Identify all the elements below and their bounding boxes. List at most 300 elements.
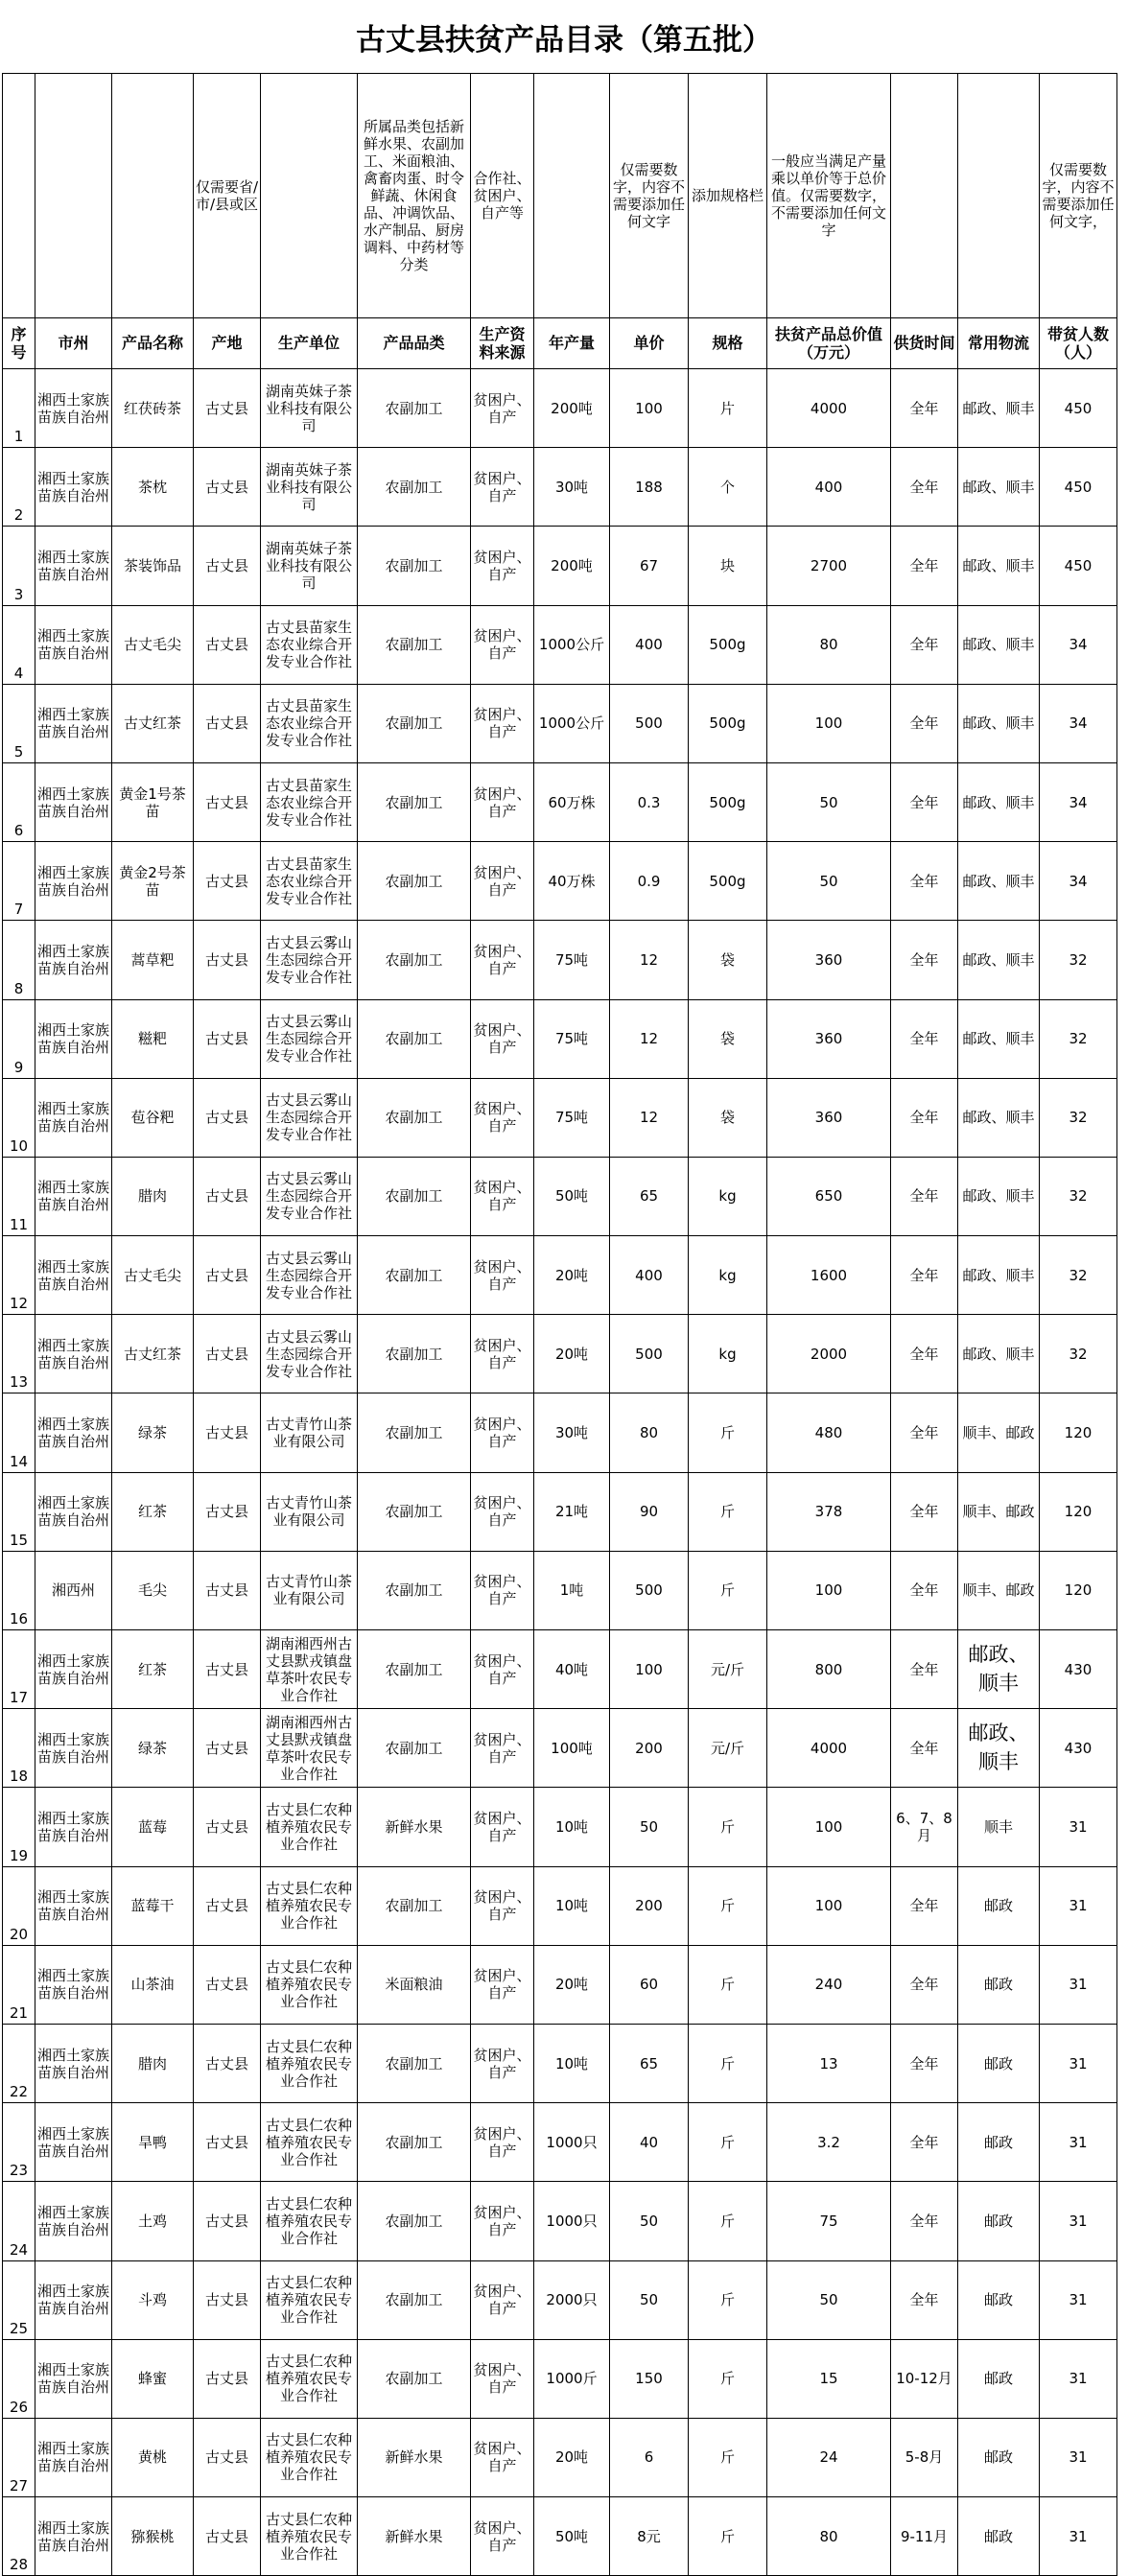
serial-number-cell: 1 — [3, 369, 35, 448]
column-note-product-name — [112, 74, 194, 318]
product-name-cell: 黄金2号茶苗 — [112, 842, 194, 921]
logistics-cell: 邮政 — [958, 1866, 1040, 1945]
poverty-beneficiaries-cell: 32 — [1040, 1315, 1117, 1393]
supply-period-cell: 6、7、8月 — [891, 1788, 958, 1866]
logistics-cell: 邮政、顺丰 — [958, 921, 1040, 999]
producer-cell: 古丈青竹山茶业有限公司 — [261, 1472, 358, 1551]
annual-output-cell: 20吨 — [534, 1236, 610, 1315]
annual-output-cell: 30吨 — [534, 1393, 610, 1472]
origin-cell: 古丈县 — [194, 2497, 261, 2576]
specification-cell: 个 — [689, 448, 767, 527]
logistics-cell: 邮政 — [958, 2260, 1040, 2339]
specification-cell: 袋 — [689, 999, 767, 1078]
poverty-beneficiaries-cell: 450 — [1040, 369, 1117, 448]
logistics-cell: 顺丰、邮政 — [958, 1393, 1040, 1472]
producer-cell: 湖南湘西州古丈县默戎镇盘草茶叶农民专业合作社 — [261, 1630, 358, 1709]
specification-cell: 500g — [689, 605, 767, 684]
origin-cell: 古丈县 — [194, 2103, 261, 2182]
product-name-cell: 糍粑 — [112, 999, 194, 1078]
annual-output-cell: 1000只 — [534, 2182, 610, 2260]
product-category-cell: 农副加工 — [358, 1866, 471, 1945]
city-prefecture-cell: 湘西土家族苗族自治州 — [35, 605, 112, 684]
product-category-cell: 农副加工 — [358, 999, 471, 1078]
producer-cell: 古丈青竹山茶业有限公司 — [261, 1393, 358, 1472]
product-category-cell: 农副加工 — [358, 2182, 471, 2260]
annual-output-cell: 40万株 — [534, 842, 610, 921]
supply-period-cell: 10-12月 — [891, 2339, 958, 2418]
product-name-cell: 旱鸭 — [112, 2103, 194, 2182]
logistics-cell: 邮政 — [958, 2339, 1040, 2418]
city-prefecture-cell: 湘西土家族苗族自治州 — [35, 1788, 112, 1866]
specification-cell: 斤 — [689, 2418, 767, 2496]
city-prefecture-cell: 湘西土家族苗族自治州 — [35, 448, 112, 527]
unit-price-cell: 188 — [610, 448, 689, 527]
producer-cell: 古丈县仁农种植养殖农民专业合作社 — [261, 2103, 358, 2182]
product-name-cell: 红茶 — [112, 1630, 194, 1709]
unit-price-cell: 400 — [610, 1236, 689, 1315]
table-row — [3, 2260, 1117, 2339]
total-value-cell: 4000 — [767, 1709, 891, 1788]
serial-number-cell: 6 — [3, 762, 35, 841]
unit-price-cell: 90 — [610, 1472, 689, 1551]
material-source-cell: 贫困户、自产 — [471, 2024, 534, 2102]
producer-cell: 湖南英妹子茶业科技有限公司 — [261, 369, 358, 448]
column-note-unit-price: 仅需要数字，内容不需要添加任何文字 — [610, 74, 689, 318]
table-row — [3, 1393, 1117, 1472]
unit-price-cell: 200 — [610, 1709, 689, 1788]
table-row — [3, 1866, 1117, 1945]
poverty-beneficiaries-cell: 34 — [1040, 684, 1117, 762]
logistics-cell: 邮政、顺丰 — [958, 369, 1040, 448]
annual-output-cell: 30吨 — [534, 448, 610, 527]
logistics-cell: 邮政、顺丰 — [958, 684, 1040, 762]
product-name-cell: 红茯砖茶 — [112, 369, 194, 448]
poverty-beneficiaries-cell: 450 — [1040, 527, 1117, 605]
unit-price-cell: 12 — [610, 1078, 689, 1157]
product-name-cell: 古丈毛尖 — [112, 1236, 194, 1315]
poverty-beneficiaries-cell: 32 — [1040, 999, 1117, 1078]
unit-price-cell: 12 — [610, 999, 689, 1078]
column-header-product-name: 产品名称 — [112, 318, 194, 369]
total-value-cell: 100 — [767, 684, 891, 762]
producer-cell: 古丈县仁农种植养殖农民专业合作社 — [261, 2260, 358, 2339]
table-row — [3, 1078, 1117, 1157]
supply-period-cell: 全年 — [891, 1945, 958, 2024]
total-value-cell: 360 — [767, 1078, 891, 1157]
poverty-beneficiaries-cell: 120 — [1040, 1472, 1117, 1551]
material-source-cell: 贫困户、自产 — [471, 605, 534, 684]
specification-cell: 斤 — [689, 2024, 767, 2102]
serial-number-cell: 13 — [3, 1315, 35, 1393]
supply-period-cell: 全年 — [891, 921, 958, 999]
serial-number-cell: 10 — [3, 1078, 35, 1157]
product-name-cell: 蓝莓 — [112, 1788, 194, 1866]
material-source-cell: 贫困户、自产 — [471, 921, 534, 999]
serial-number-cell: 21 — [3, 1945, 35, 2024]
table-row — [3, 1236, 1117, 1315]
material-source-cell: 贫困户、自产 — [471, 1551, 534, 1629]
poverty-beneficiaries-cell: 430 — [1040, 1709, 1117, 1788]
supply-period-cell: 全年 — [891, 999, 958, 1078]
unit-price-cell: 500 — [610, 1551, 689, 1629]
product-category-cell: 农副加工 — [358, 1472, 471, 1551]
total-value-cell: 100 — [767, 1866, 891, 1945]
annual-output-cell: 75吨 — [534, 1078, 610, 1157]
unit-price-cell: 50 — [610, 2260, 689, 2339]
annual-output-cell: 10吨 — [534, 1866, 610, 1945]
unit-price-cell: 65 — [610, 1157, 689, 1235]
city-prefecture-cell: 湘西土家族苗族自治州 — [35, 1078, 112, 1157]
supply-period-cell: 9-11月 — [891, 2497, 958, 2576]
poverty-beneficiaries-cell: 32 — [1040, 1236, 1117, 1315]
city-prefecture-cell: 湘西土家族苗族自治州 — [35, 1709, 112, 1788]
total-value-cell: 360 — [767, 921, 891, 999]
poverty-beneficiaries-cell: 31 — [1040, 1866, 1117, 1945]
material-source-cell: 贫困户、自产 — [471, 2339, 534, 2418]
product-name-cell: 古丈红茶 — [112, 1315, 194, 1393]
product-category-cell: 农副加工 — [358, 921, 471, 999]
annual-output-cell: 40吨 — [534, 1630, 610, 1709]
city-prefecture-cell: 湘西土家族苗族自治州 — [35, 369, 112, 448]
serial-number-cell: 18 — [3, 1709, 35, 1788]
unit-price-cell: 500 — [610, 1315, 689, 1393]
annual-output-cell: 2000只 — [534, 2260, 610, 2339]
product-name-cell: 蓝莓干 — [112, 1866, 194, 1945]
serial-number-cell: 5 — [3, 684, 35, 762]
serial-number-cell: 14 — [3, 1393, 35, 1472]
serial-number-cell: 12 — [3, 1236, 35, 1315]
column-note-total-value: 一般应当满足产量乘以单价等于总价值。仅需要数字，不需要添加任何文字 — [767, 74, 891, 318]
table-row — [3, 921, 1117, 999]
annual-output-cell: 50吨 — [534, 1157, 610, 1235]
specification-cell: 斤 — [689, 1866, 767, 1945]
total-value-cell: 400 — [767, 448, 891, 527]
annual-output-cell: 1000斤 — [534, 2339, 610, 2418]
origin-cell: 古丈县 — [194, 1472, 261, 1551]
total-value-cell: 13 — [767, 2024, 891, 2102]
supply-period-cell: 全年 — [891, 2182, 958, 2260]
product-category-cell: 新鲜水果 — [358, 2497, 471, 2576]
total-value-cell: 360 — [767, 999, 891, 1078]
total-value-cell: 80 — [767, 605, 891, 684]
specification-cell: 斤 — [689, 1472, 767, 1551]
producer-cell: 湖南英妹子茶业科技有限公司 — [261, 527, 358, 605]
serial-number-cell: 19 — [3, 1788, 35, 1866]
producer-cell: 古丈县仁农种植养殖农民专业合作社 — [261, 2339, 358, 2418]
table-row — [3, 369, 1117, 448]
column-note-logistics — [958, 74, 1040, 318]
product-name-cell: 蒿草粑 — [112, 921, 194, 999]
unit-price-cell: 12 — [610, 921, 689, 999]
total-value-cell: 2700 — [767, 527, 891, 605]
logistics-cell: 邮政 — [958, 2024, 1040, 2102]
product-category-cell: 农副加工 — [358, 369, 471, 448]
origin-cell: 古丈县 — [194, 1630, 261, 1709]
origin-cell: 古丈县 — [194, 1157, 261, 1235]
product-category-cell: 农副加工 — [358, 1551, 471, 1629]
serial-number-cell: 25 — [3, 2260, 35, 2339]
city-prefecture-cell: 湘西土家族苗族自治州 — [35, 2497, 112, 2576]
producer-cell: 古丈县仁农种植养殖农民专业合作社 — [261, 1866, 358, 1945]
column-header-origin: 产地 — [194, 318, 261, 369]
logistics-cell: 顺丰 — [958, 1788, 1040, 1866]
supply-period-cell: 全年 — [891, 1866, 958, 1945]
table-row — [3, 605, 1117, 684]
unit-price-cell: 40 — [610, 2103, 689, 2182]
total-value-cell: 80 — [767, 2497, 891, 2576]
city-prefecture-cell: 湘西土家族苗族自治州 — [35, 1157, 112, 1235]
table-row — [3, 448, 1117, 527]
unit-price-cell: 0.9 — [610, 842, 689, 921]
total-value-cell: 50 — [767, 762, 891, 841]
specification-cell: kg — [689, 1236, 767, 1315]
product-name-cell: 黄金1号茶苗 — [112, 762, 194, 841]
producer-cell: 古丈县仁农种植养殖农民专业合作社 — [261, 2497, 358, 2576]
supply-period-cell: 5-8月 — [891, 2418, 958, 2496]
specification-cell: 500g — [689, 684, 767, 762]
city-prefecture-cell: 湘西土家族苗族自治州 — [35, 1630, 112, 1709]
product-name-cell: 绿茶 — [112, 1393, 194, 1472]
logistics-cell: 邮政、顺丰 — [958, 605, 1040, 684]
material-source-cell: 贫困户、自产 — [471, 2260, 534, 2339]
logistics-cell: 邮政 — [958, 1945, 1040, 2024]
annual-output-cell: 1吨 — [534, 1551, 610, 1629]
specification-cell: 元/斤 — [689, 1709, 767, 1788]
origin-cell: 古丈县 — [194, 369, 261, 448]
product-category-cell: 农副加工 — [358, 684, 471, 762]
column-header-poverty-beneficiaries: 带贫人数（人） — [1040, 318, 1117, 369]
logistics-cell: 邮政、顺丰 — [958, 1157, 1040, 1235]
table-row — [3, 2024, 1117, 2102]
table-row — [3, 684, 1117, 762]
column-header-producer: 生产单位 — [261, 318, 358, 369]
material-source-cell: 贫困户、自产 — [471, 527, 534, 605]
product-name-cell: 绿茶 — [112, 1709, 194, 1788]
producer-cell: 古丈县云雾山生态园综合开发专业合作社 — [261, 1157, 358, 1235]
specification-cell: 袋 — [689, 1078, 767, 1157]
material-source-cell: 贫困户、自产 — [471, 2182, 534, 2260]
column-note-material-source: 合作社、贫困户、自产等 — [471, 74, 534, 318]
product-name-cell: 土鸡 — [112, 2182, 194, 2260]
product-category-cell: 农副加工 — [358, 1315, 471, 1393]
product-name-cell: 黄桃 — [112, 2418, 194, 2496]
table-row — [3, 762, 1117, 841]
specification-cell: 斤 — [689, 1945, 767, 2024]
total-value-cell: 50 — [767, 2260, 891, 2339]
total-value-cell: 24 — [767, 2418, 891, 2496]
poverty-beneficiaries-cell: 31 — [1040, 2418, 1117, 2496]
city-prefecture-cell: 湘西土家族苗族自治州 — [35, 527, 112, 605]
origin-cell: 古丈县 — [194, 921, 261, 999]
unit-price-cell: 6 — [610, 2418, 689, 2496]
total-value-cell: 240 — [767, 1945, 891, 2024]
logistics-cell: 邮政、顺丰 — [958, 1236, 1040, 1315]
column-header-product-category: 产品品类 — [358, 318, 471, 369]
table-row — [3, 999, 1117, 1078]
table-row — [3, 2182, 1117, 2260]
material-source-cell: 贫困户、自产 — [471, 1866, 534, 1945]
serial-number-cell: 7 — [3, 842, 35, 921]
origin-cell: 古丈县 — [194, 527, 261, 605]
origin-cell: 古丈县 — [194, 762, 261, 841]
logistics-cell: 邮政、顺丰 — [958, 999, 1040, 1078]
supply-period-cell: 全年 — [891, 605, 958, 684]
city-prefecture-cell: 湘西土家族苗族自治州 — [35, 762, 112, 841]
annual-output-cell: 21吨 — [534, 1472, 610, 1551]
city-prefecture-cell: 湘西土家族苗族自治州 — [35, 2024, 112, 2102]
producer-cell: 古丈县仁农种植养殖农民专业合作社 — [261, 2182, 358, 2260]
supply-period-cell: 全年 — [891, 527, 958, 605]
logistics-cell: 邮政、顺丰 — [958, 1709, 1040, 1788]
origin-cell: 古丈县 — [194, 2339, 261, 2418]
logistics-cell: 邮政 — [958, 2103, 1040, 2182]
poverty-beneficiaries-cell: 430 — [1040, 1630, 1117, 1709]
product-category-cell: 农副加工 — [358, 842, 471, 921]
origin-cell: 古丈县 — [194, 2260, 261, 2339]
specification-cell: 袋 — [689, 921, 767, 999]
serial-number-cell: 23 — [3, 2103, 35, 2182]
material-source-cell: 贫困户、自产 — [471, 999, 534, 1078]
column-header-serial-number: 序号 — [3, 318, 35, 369]
column-header-specification: 规格 — [689, 318, 767, 369]
specification-cell: 片 — [689, 369, 767, 448]
material-source-cell: 贫困户、自产 — [471, 448, 534, 527]
unit-price-cell: 0.3 — [610, 762, 689, 841]
supply-period-cell: 全年 — [891, 1393, 958, 1472]
serial-number-cell: 9 — [3, 999, 35, 1078]
column-header-city-prefecture: 市州 — [35, 318, 112, 369]
annual-output-cell: 20吨 — [534, 2418, 610, 2496]
material-source-cell: 贫困户、自产 — [471, 1945, 534, 2024]
material-source-cell: 贫困户、自产 — [471, 2497, 534, 2576]
serial-number-cell: 16 — [3, 1551, 35, 1629]
supply-period-cell: 全年 — [891, 1315, 958, 1393]
unit-price-cell: 100 — [610, 369, 689, 448]
material-source-cell: 贫困户、自产 — [471, 684, 534, 762]
producer-cell: 古丈县云雾山生态园综合开发专业合作社 — [261, 921, 358, 999]
table-row — [3, 1630, 1117, 1709]
product-catalog-table — [2, 73, 1117, 2576]
producer-cell: 古丈县苗家生态农业综合开发专业合作社 — [261, 684, 358, 762]
column-note-supply-period — [891, 74, 958, 318]
total-value-cell: 480 — [767, 1393, 891, 1472]
header-row — [3, 318, 1117, 369]
producer-cell: 古丈县苗家生态农业综合开发专业合作社 — [261, 842, 358, 921]
annual-output-cell: 200吨 — [534, 527, 610, 605]
annual-output-cell: 75吨 — [534, 999, 610, 1078]
total-value-cell: 75 — [767, 2182, 891, 2260]
specification-cell: 元/斤 — [689, 1630, 767, 1709]
poverty-beneficiaries-cell: 31 — [1040, 1788, 1117, 1866]
origin-cell: 古丈县 — [194, 2182, 261, 2260]
origin-cell: 古丈县 — [194, 1945, 261, 2024]
table-row — [3, 2103, 1117, 2182]
serial-number-cell: 17 — [3, 1630, 35, 1709]
total-value-cell: 2000 — [767, 1315, 891, 1393]
producer-cell: 古丈县仁农种植养殖农民专业合作社 — [261, 1788, 358, 1866]
origin-cell: 古丈县 — [194, 1315, 261, 1393]
annual-output-cell: 50吨 — [534, 2497, 610, 2576]
product-category-cell: 米面粮油 — [358, 1945, 471, 2024]
specification-cell: 斤 — [689, 2260, 767, 2339]
column-note-producer — [261, 74, 358, 318]
supply-period-cell: 全年 — [891, 1551, 958, 1629]
annual-output-cell: 10吨 — [534, 1788, 610, 1866]
annual-output-cell: 60万株 — [534, 762, 610, 841]
specification-cell: 块 — [689, 527, 767, 605]
product-category-cell: 农副加工 — [358, 1157, 471, 1235]
column-header-logistics: 常用物流 — [958, 318, 1040, 369]
serial-number-cell: 22 — [3, 2024, 35, 2102]
supply-period-cell: 全年 — [891, 369, 958, 448]
logistics-cell: 邮政、顺丰 — [958, 762, 1040, 841]
annual-output-cell: 100吨 — [534, 1709, 610, 1788]
city-prefecture-cell: 湘西土家族苗族自治州 — [35, 2182, 112, 2260]
product-name-cell: 古丈毛尖 — [112, 605, 194, 684]
origin-cell: 古丈县 — [194, 2418, 261, 2496]
annual-output-cell: 1000公斤 — [534, 684, 610, 762]
supply-period-cell: 全年 — [891, 2024, 958, 2102]
origin-cell: 古丈县 — [194, 1866, 261, 1945]
city-prefecture-cell: 湘西土家族苗族自治州 — [35, 921, 112, 999]
column-header-annual-output: 年产量 — [534, 318, 610, 369]
total-value-cell: 650 — [767, 1157, 891, 1235]
material-source-cell: 贫困户、自产 — [471, 762, 534, 841]
total-value-cell: 3.2 — [767, 2103, 891, 2182]
product-category-cell: 新鲜水果 — [358, 2418, 471, 2496]
supply-period-cell: 全年 — [891, 684, 958, 762]
serial-number-cell: 27 — [3, 2418, 35, 2496]
material-source-cell: 贫困户、自产 — [471, 2418, 534, 2496]
document-title: 古丈县扶贫产品目录（第五批） — [356, 22, 772, 58]
product-name-cell: 猕猴桃 — [112, 2497, 194, 2576]
poverty-beneficiaries-cell: 31 — [1040, 2339, 1117, 2418]
producer-cell: 古丈县仁农种植养殖农民专业合作社 — [261, 2024, 358, 2102]
column-note-annual-output — [534, 74, 610, 318]
annual-output-cell: 20吨 — [534, 1315, 610, 1393]
unit-price-cell: 60 — [610, 1945, 689, 2024]
annual-output-cell: 20吨 — [534, 1945, 610, 2024]
annual-output-cell: 1000只 — [534, 2103, 610, 2182]
serial-number-cell: 8 — [3, 921, 35, 999]
column-note-serial-number — [3, 74, 35, 318]
origin-cell: 古丈县 — [194, 999, 261, 1078]
column-note-specification: 添加规格栏 — [689, 74, 767, 318]
origin-cell: 古丈县 — [194, 842, 261, 921]
total-value-cell: 1600 — [767, 1236, 891, 1315]
poverty-beneficiaries-cell: 34 — [1040, 842, 1117, 921]
logistics-cell: 邮政、顺丰 — [958, 1078, 1040, 1157]
origin-cell: 古丈县 — [194, 1551, 261, 1629]
city-prefecture-cell: 湘西土家族苗族自治州 — [35, 1393, 112, 1472]
material-source-cell: 贫困户、自产 — [471, 1315, 534, 1393]
product-category-cell: 农副加工 — [358, 1393, 471, 1472]
annual-output-cell: 1000公斤 — [534, 605, 610, 684]
material-source-cell: 贫困户、自产 — [471, 1709, 534, 1788]
total-value-cell: 378 — [767, 1472, 891, 1551]
material-source-cell: 贫困户、自产 — [471, 842, 534, 921]
column-note-poverty-beneficiaries: 仅需要数字，内容不需要添加任何文字， — [1040, 74, 1117, 318]
product-name-cell: 腊肉 — [112, 2024, 194, 2102]
city-prefecture-cell: 湘西土家族苗族自治州 — [35, 2339, 112, 2418]
specification-cell: 斤 — [689, 1393, 767, 1472]
unit-price-cell: 8元 — [610, 2497, 689, 2576]
producer-cell: 湖南湘西州古丈县默戎镇盘草茶叶农民专业合作社 — [261, 1709, 358, 1788]
total-value-cell: 4000 — [767, 369, 891, 448]
city-prefecture-cell: 湘西土家族苗族自治州 — [35, 1866, 112, 1945]
supply-period-cell: 全年 — [891, 1472, 958, 1551]
unit-price-cell: 50 — [610, 1788, 689, 1866]
